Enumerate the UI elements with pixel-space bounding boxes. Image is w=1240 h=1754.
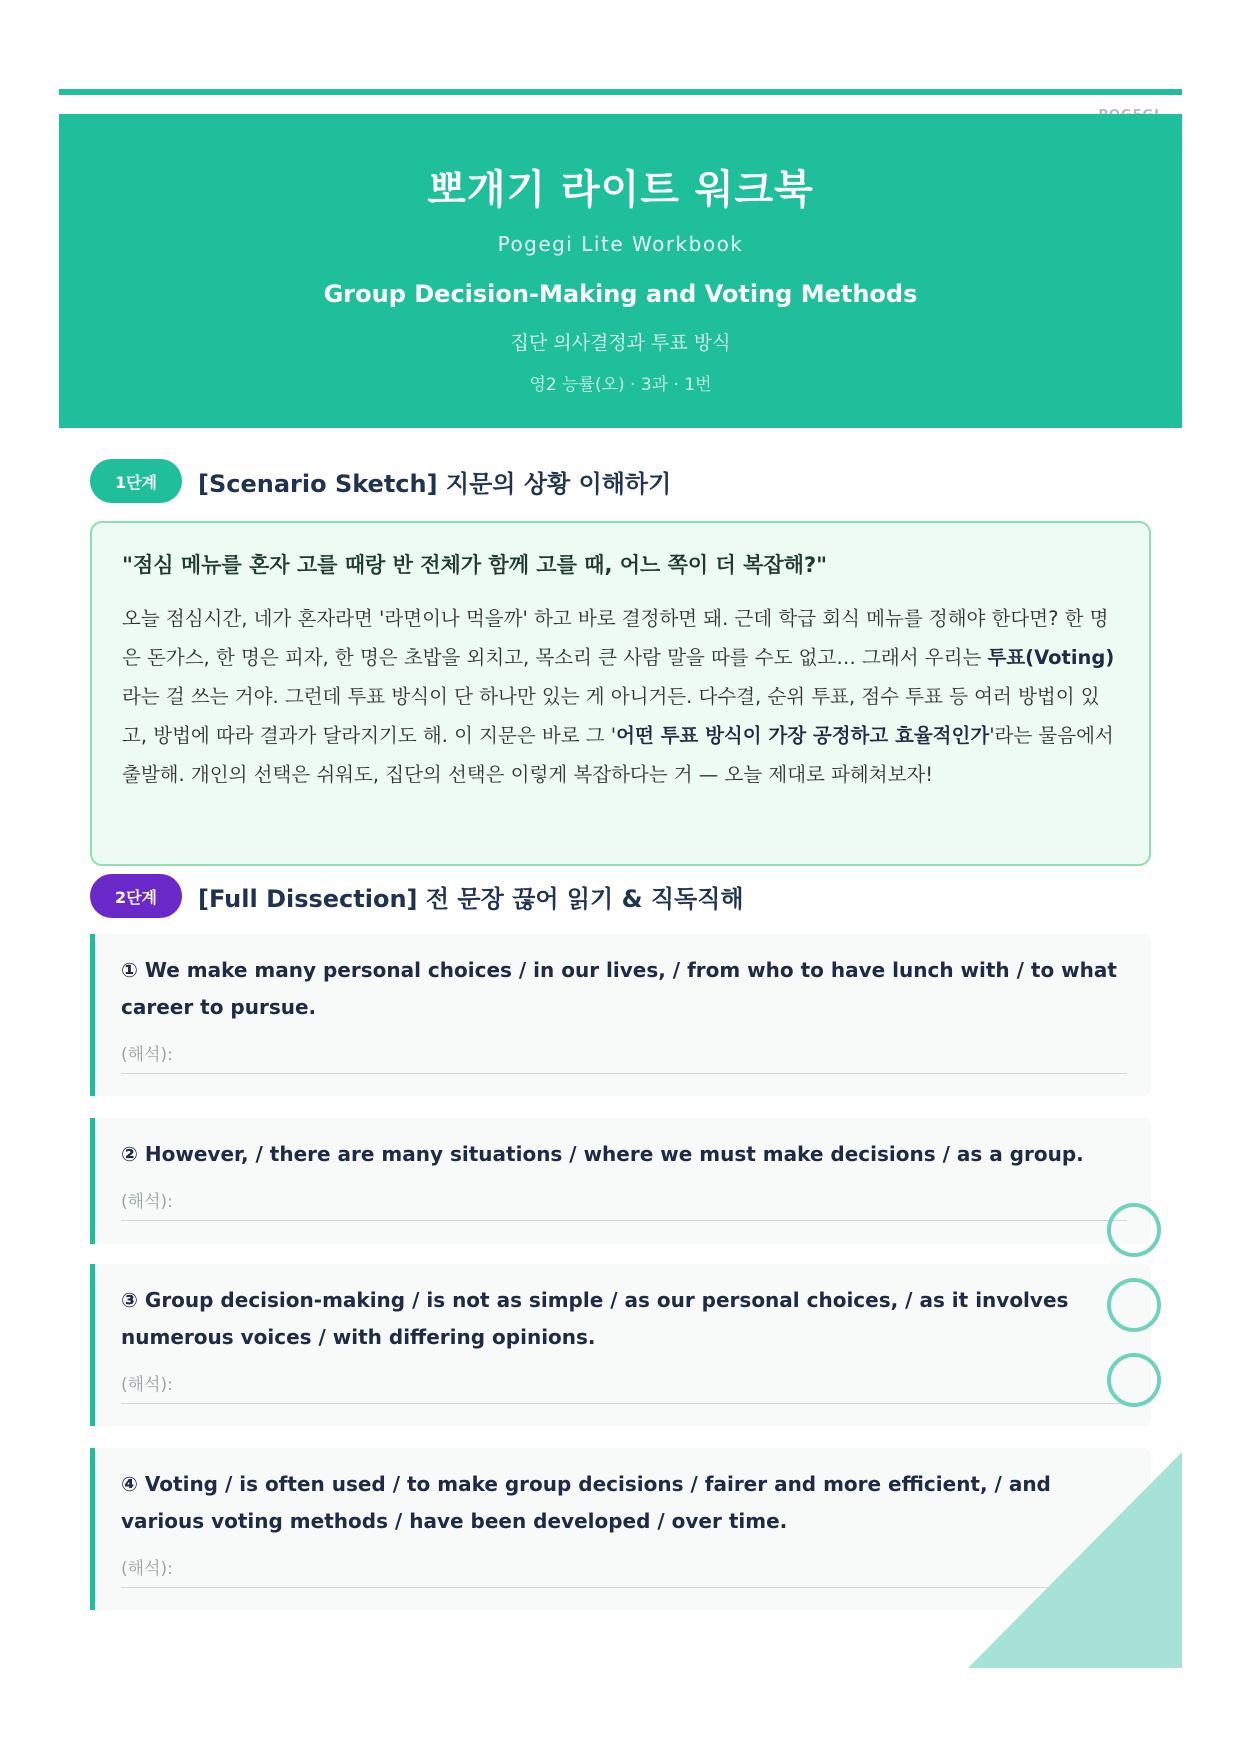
scenario-text-bold: 어떤 투표 방식이 가장 공정하고 효율적인가: [616, 724, 990, 747]
lesson-info: 영2 능률(오) · 3과 · 1번: [529, 375, 712, 395]
decorative-circle: [1107, 1353, 1161, 1407]
sentence-text: ③ Group decision-making / is not as simple / as our personal choices, / as it involves numerous voices / with differing opinions.: [121, 1288, 1069, 1349]
translation-field[interactable]: (해석):: [121, 1187, 1127, 1221]
workbook-header: [59, 114, 1182, 428]
topic-title-ko: 집단 의사결정과 투표 방식: [510, 332, 731, 354]
sentence-text: ① We make many personal choices / in our lives, / from who to have lunch with / to what career to pursue.: [121, 958, 1117, 1019]
decorative-circle: [1107, 1203, 1161, 1257]
sentence-card: [90, 1448, 1151, 1610]
scenario-text-part: 라는 걸 쓰는 거야. 그런데 투표 방식이 단 하나만 있는 게 아니거든. 다수결, 순위 투표, 점수 투표 등 여러 방법이 있고, 방법에 따라 결과가 달라지기도 해. 이 지문은 바로 그 ': [122, 685, 1100, 747]
workbook-title: 뽀개기 라이트 워크북: [427, 167, 814, 213]
sentence-text: ④ Voting / is often used / to make group decisions / fairer and more efficient, / and various voting methods / have been developed / over time.: [121, 1472, 1051, 1533]
scenario-box: [90, 521, 1151, 866]
decorative-circle: [1107, 1278, 1161, 1332]
sentence-card: [90, 934, 1151, 1096]
step2-title: [Full Dissection] 전 문장 끊어 읽기 & 직독직해: [198, 884, 744, 913]
scenario-text-bold: 투표(Voting): [987, 646, 1115, 669]
step1-title: [Scenario Sketch] 지문의 상황 이해하기: [198, 469, 672, 498]
sentence-card: [90, 1118, 1151, 1244]
scenario-text: [122, 599, 1119, 794]
top-accent-line: [59, 89, 1182, 95]
translation-field[interactable]: (해석):: [121, 1040, 1127, 1074]
step1-badge: 1단계: [90, 459, 182, 503]
step1-heading: [90, 459, 671, 503]
topic-title-en: Group Decision-Making and Voting Methods: [323, 280, 918, 308]
sentence-card: [90, 1264, 1151, 1426]
workbook-subtitle: Pogegi Lite Workbook: [497, 232, 744, 256]
scenario-text-part: '라는 물음에서 출발해. 개인의 선택은 쉬워도, 집단의 선택은 이렇게 복잡하다는 거 — 오늘 제대로 파헤쳐보자!: [122, 724, 1114, 786]
sentence-text: ② However, / there are many situations / where we must make decisions / as a group.: [121, 1142, 1084, 1166]
scenario-question: "점심 메뉴를 혼자 고를 때랑 반 전체가 함께 고를 때, 어느 쪽이 더 복잡해?": [122, 553, 828, 577]
step2-heading: [90, 874, 744, 918]
scenario-text-part: 오늘 점심시간, 네가 혼자라면 '라면이나 먹을까' 하고 바로 결정하면 돼. 근데 학급 회식 메뉴를 정해야 한다면? 한 명은 돈가스, 한 명은 피자, 한 명은 초밥을 외치고, 목소리 큰 사람 말을 따를 수도 없고… 그래서 우리는: [122, 607, 1109, 669]
step2-badge: 2단계: [90, 874, 182, 918]
translation-field[interactable]: (해석):: [121, 1370, 1127, 1404]
translation-field[interactable]: (해석):: [121, 1554, 1127, 1588]
